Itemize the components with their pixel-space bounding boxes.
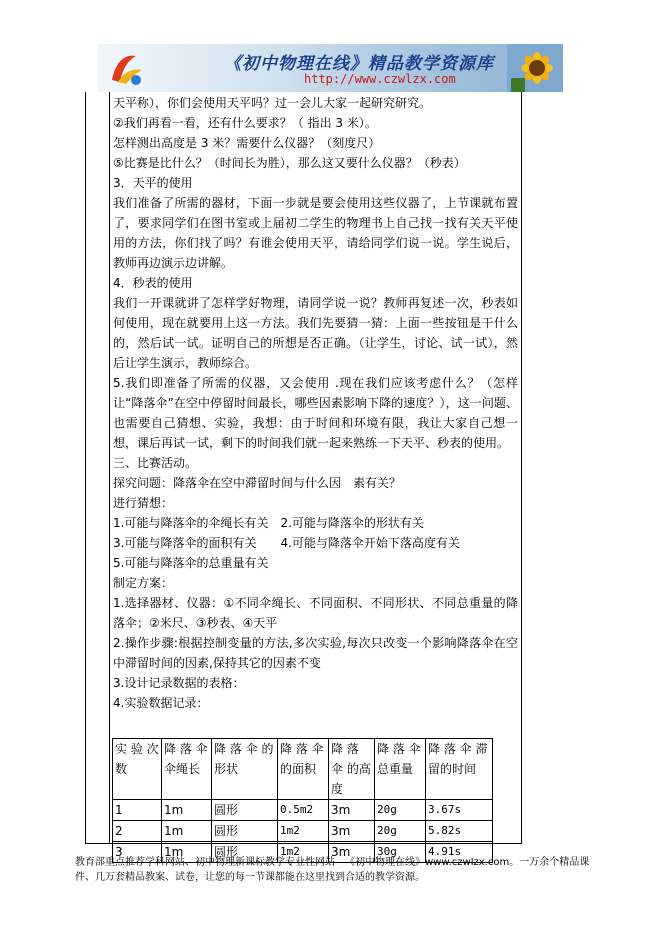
experiment-data-table [112, 738, 493, 863]
left-column [85, 92, 110, 844]
paragraph: 我们准备了所需的器材，下面一步就是要会使用这些仪器了，上节课就布置了，要求同学们在图书室或上届初二学生的物理书上自己找一找有关天平使用的方法，你们找了吗？有谁会使用天平，请给同学们说一说。学生说后，教师再边演示边讲解。 [113, 196, 518, 270]
text-line: ②我们再看一看，还有什么要求？（ 指出 3 米）。 [113, 116, 377, 130]
page-footer: 教育部重点推荐学科网站、初中物理新课标教学专业性网站—《初中物理在线》www.czwlzx.com。一万余个精品课件、几万套精品教案、试卷，让您的每一节课都能在这里找到合适的教学资源。 [75, 857, 590, 883]
text-line: 4.实验数据记录： [113, 696, 209, 710]
table-cell: 1 [113, 800, 162, 821]
table-header-cell: 降 落 伞 滞 留的时间 [426, 739, 493, 800]
text-line: 天平称），你们会使用天平吗？过一会儿大家一起研究研究。 [113, 96, 432, 110]
table-cell: 1m [162, 842, 212, 863]
table-cell: 圆形 [212, 821, 278, 842]
text-line: 3.可能与降落伞的面积有关 4.可能与降落伞开始下落高度有关 [113, 536, 460, 550]
table-header-cell: 降 落 伞 的 形状 [212, 739, 278, 800]
table-cell: 2 [113, 821, 162, 842]
text-line: 怎样测出高度是 3 米？需要什么仪器？（刻度尺） [113, 136, 381, 150]
text-line: 3.设计记录数据的表格： [113, 676, 245, 690]
lesson-content [113, 93, 518, 713]
table-header-cell: 降 落 伞 的高度 [329, 739, 375, 800]
table-cell: 1m [162, 821, 212, 842]
site-logo-icon [106, 50, 146, 88]
site-banner [98, 44, 563, 92]
table-cell: 1m [162, 800, 212, 821]
table-cell: 5.82s [426, 821, 493, 842]
table-cell: 3 [113, 842, 162, 863]
text-line: 1.可能与降落伞的伞绳长有关 2.可能与降落伞的形状有关 [113, 516, 424, 530]
banner-url[interactable]: http://www.czwlzx.com [304, 72, 456, 86]
table-cell: 圆形 [212, 842, 278, 863]
paragraph: 我们一开课就讲了怎样学好物理，请同学说一说？教师再复述一次，秒表如何使用，现在就要用上这一方法。我们先要猜一猜：上面一些按钮是干什么的，然后试一试。证明自己的所想是否正确。（让学生，讨论、试一试），然后让学生演示，教师综合。 [113, 296, 518, 370]
table-cell: 4.91s [426, 842, 493, 863]
section-heading: 3．天平的使用 [113, 176, 193, 190]
text-line: 探究问题：降落伞在空中滞留时间与什么因 素有关？ [113, 476, 402, 490]
text-line: 进行猜想： [113, 496, 174, 510]
paragraph: 2.操作步骤:根据控制变量的方法,多次实验,每次只改变一个影响降落伞在空中滞留时间的因素,保持其它的因素不变 [113, 636, 518, 670]
table-cell: 1m2 [278, 821, 329, 842]
table-header-cell: 降 落 伞 伞绳长 [162, 739, 212, 800]
section-heading: 4．秒表的使用 [113, 276, 193, 290]
table-cell: 3m [329, 842, 375, 863]
text-line: ⑤比赛是比什么？（时间长为胜），那么这又要什么仪器？（秒表） [113, 156, 466, 170]
sunflower-icon [507, 44, 563, 92]
table-header-cell: 实 验 次 数 [113, 739, 162, 800]
table-cell: 圆形 [212, 800, 278, 821]
table-cell: 3m [329, 821, 375, 842]
table-cell: 1m2 [278, 842, 329, 863]
paragraph: 5.我们即准备了所需的仪器，又会使用 .现在我们应该考虑什么？（怎样让“降落伞”在空中停留时间最长，哪些因素影响下降的速度？），这一问题、也需要自己猜想、实验，我想：由于时间和环境有限，我让大家自己想一想，课后再试一试，剩下的时间我们就一起来熟练一下天平、秒表的使用。 [113, 376, 518, 450]
table-header-row [113, 739, 493, 800]
table-cell: 30g [375, 842, 426, 863]
table-cell: 20g [375, 800, 426, 821]
text-line: 制定方案： [113, 576, 174, 590]
table-header-cell: 降 落 伞 总重量 [375, 739, 426, 800]
text-line: 5.可能与降落伞的总重量有关 [113, 556, 269, 570]
table-row [113, 800, 493, 821]
table-row [113, 821, 493, 842]
section-heading: 三、比赛活动。 [113, 456, 198, 470]
banner-title: 《初中物理在线》精品教学资源库 [224, 54, 494, 74]
table-cell: 0.5m2 [278, 800, 329, 821]
table-cell: 20g [375, 821, 426, 842]
paragraph: 1.选择器材、仪器：①不同伞绳长、不同面积、不同形状、不同总重量的降落伞；②米尺、③秒表、④天平 [113, 596, 518, 630]
table-header-cell: 降 落 伞 的面积 [278, 739, 329, 800]
table-cell: 3m [329, 800, 375, 821]
table-cell: 3.67s [426, 800, 493, 821]
